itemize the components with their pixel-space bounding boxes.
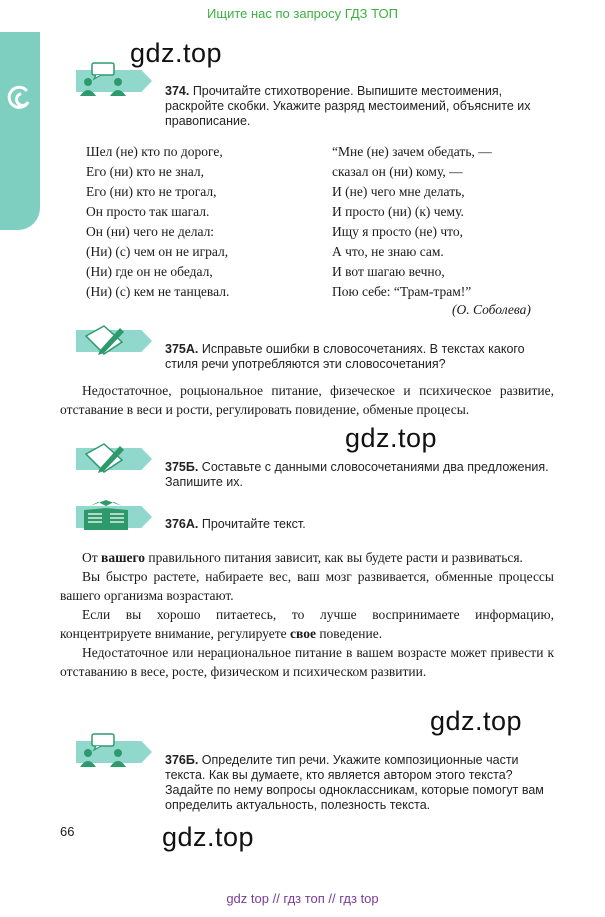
exercise-icon — [76, 498, 152, 534]
paragraph — [60, 548, 554, 567]
poem-left-column — [86, 142, 229, 302]
text-run: поведение. — [315, 626, 383, 641]
exercise-number: 376Б. — [165, 753, 199, 767]
paragraph — [60, 605, 554, 643]
poem-line: Он (ни) чего не делал: — [86, 224, 215, 239]
poem-line: И просто (ни) (к) чему. — [332, 204, 464, 219]
footer-links: gdz top // гдз топ // гдз top — [226, 891, 379, 906]
exercise-number: 375Б. — [165, 460, 199, 474]
author-name: (О. Соболева) — [452, 302, 531, 317]
task-text: Составьте с данными словосочетаниями два предложения. Запишите их. — [165, 460, 549, 489]
task-text: Определите тип речи. Укажите композиционные части текста. Как вы думаете, кто является автором этого текста? Задайте по нему вопросы одноклассникам, которые помогут вам определить актуальность, полезность текста. — [165, 753, 544, 812]
watermark: gdz.top — [345, 423, 438, 453]
poem-line: (Ни) (с) кем не танцевал. — [86, 284, 230, 299]
exercise-376a-text — [60, 548, 554, 681]
exercise-number: 374. — [165, 84, 190, 98]
exercise-376a-task — [165, 517, 557, 532]
poem-line: сказал он (ни) кому, — — [332, 164, 463, 179]
text-run: Если вы хорошо питаетесь, то лучше воспринимаете информацию, концентрируете внимание, регулируете — [60, 607, 554, 641]
poem-line: “Мне (не) зачем обедать, — — [332, 144, 492, 159]
exercise-number: 376А. — [165, 517, 199, 531]
poem-line: А что, не знаю сам. — [332, 244, 444, 259]
poem-author — [452, 300, 531, 320]
discussion-icon — [76, 733, 152, 769]
exercise-icon — [76, 440, 152, 476]
bold-word: вашего — [101, 550, 146, 565]
poem-line: Шел (не) кто по дороге, — [86, 144, 223, 159]
poem-line: (Ни) где он не обедал, — [86, 264, 213, 279]
poem-line: И вот шагаю вечно, — [332, 264, 445, 279]
task-text: Прочитайте стихотворение. Выпишите местоимения, раскройте скобки. Укажите разряд местоимений, объясните их правописание. — [165, 84, 531, 128]
exercise-376b-task — [165, 753, 557, 813]
exercise-icon — [76, 322, 152, 358]
poem-line: И (не) чего мне делать, — [332, 184, 465, 199]
task-text: Прочитайте текст. — [198, 517, 306, 531]
poem-line: Пою себе: “Трам-трам!” — [332, 284, 472, 299]
exercise-375b-task — [165, 460, 557, 490]
book-icon — [76, 498, 152, 534]
exercise-icon — [76, 733, 152, 769]
text-run: От — [82, 550, 102, 565]
bold-word: свое — [290, 626, 316, 641]
text-run: правильного питания зависит, как вы будете расти и развиваться. — [145, 550, 523, 565]
exercise-375a-task — [165, 342, 557, 372]
poem-right-column — [332, 142, 492, 302]
poem-line: Его (ни) кто не трогал, — [86, 184, 217, 199]
paragraph: Недостаточное, роцыональное питание, физеческое и психическое развитие, отставание в веси и рости, регулировать повидение, обменые процесы. — [60, 383, 554, 417]
poem-line: (Ни) (с) чем он не играл, — [86, 244, 229, 259]
exercise-375a-body — [60, 381, 554, 419]
pencil-paper-icon — [76, 322, 152, 358]
poem-line: Ищу я просто (не) что, — [332, 224, 463, 239]
task-text: Исправьте ошибки в словосочетаниях. В текстах какого стиля речи употребляются эти словосочетания? — [165, 342, 525, 371]
poem-line: Он просто так шагал. — [86, 204, 210, 219]
exercise-374-task — [165, 84, 557, 129]
paragraph: Недостаточное или нерациональное питание в вашем возрасте может привести к отставанию в весе, росте, физическом и психическом развитии. — [60, 645, 554, 679]
side-tab — [0, 32, 40, 230]
exercise-number: 375А. — [165, 342, 199, 356]
exercise-icon — [76, 62, 152, 98]
top-banner: Ищите нас по запросу ГДЗ ТОП — [207, 6, 398, 21]
watermark: gdz.top — [430, 706, 523, 736]
pencil-paper-icon — [76, 440, 152, 476]
watermark: gdz.top — [162, 822, 255, 852]
swirl-icon — [4, 82, 34, 112]
discussion-icon — [76, 62, 152, 98]
page-number: 66 — [60, 824, 75, 839]
paragraph: Вы быстро растете, набираете вес, ваш мозг развивается, обменные процессы вашего организма возрастают. — [60, 569, 554, 603]
watermark: gdz.top — [130, 38, 223, 68]
poem-line: Его (ни) кто не знал, — [86, 164, 204, 179]
